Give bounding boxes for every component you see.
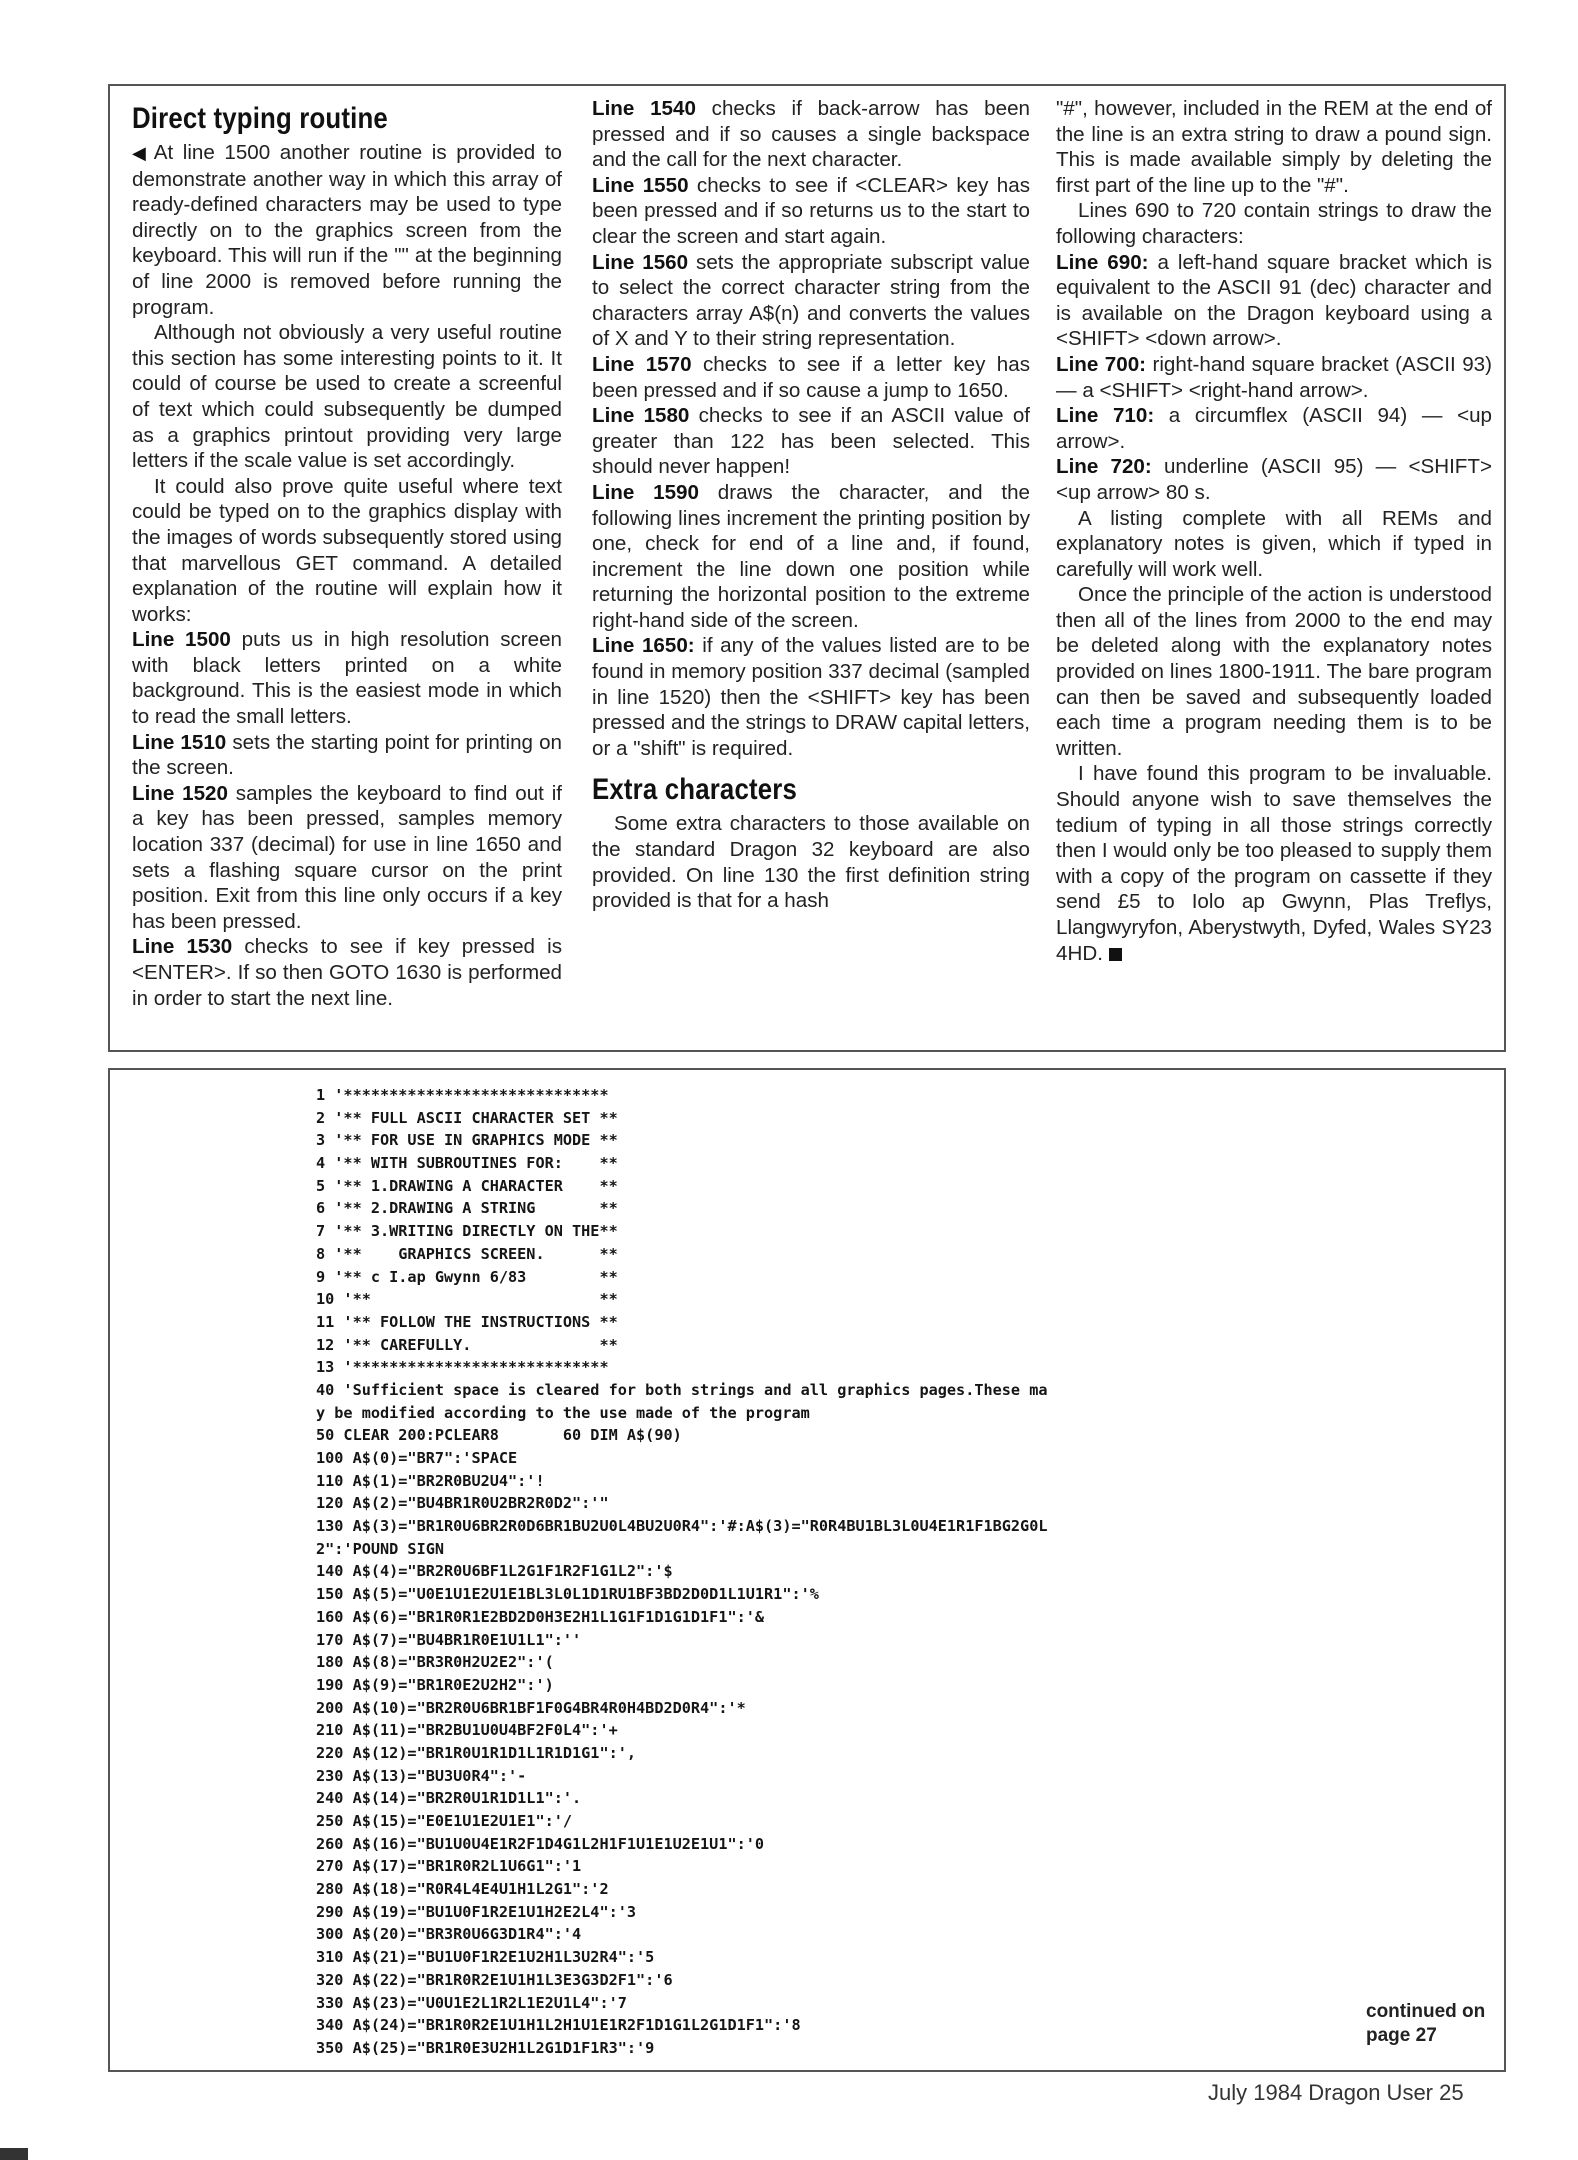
paragraph-text: Once the principle of the action is understood then all of the lines from 2000 to the end may be deleted along with the explanatory notes provided on lines 1800-1911. The bare program can then be saved and subsequently loaded each time a program needing them is to be written. <box>1056 583 1492 760</box>
line-number-label: Line 700: <box>1056 352 1147 376</box>
column-2-extra-body <box>592 811 1030 913</box>
continued-note: continued on page 27 <box>1366 2001 1486 2046</box>
paragraph-text: checks if back-arrow has been pressed and if so causes a single backspace and the call for the next character. <box>592 97 1030 172</box>
paragraph <box>1056 506 1492 583</box>
paragraph <box>592 250 1030 352</box>
code-line: 130 A$(3)="BR1R0U6BR2R0D6BR1BU2U0L4BU2U0R4":'#:A$(3)="R0R4BU1BL3L0U4E1R1F1BG2G0L <box>316 1517 1048 1536</box>
paragraph <box>132 781 562 935</box>
heading-extra-characters: Extra characters <box>592 773 797 807</box>
code-line: 310 A$(21)="BU1U0F1R2E1U2H1L3U2R4":'5 <box>316 1948 655 1967</box>
paragraph-text: sets the starting point for printing on the screen. <box>132 730 562 780</box>
paragraph-text: It could also prove quite useful where text could be typed on to the graphics display with the images of words subsequently stored using that marvellous GET command. A detailed explanation of the routine will explain how it works: <box>132 474 562 626</box>
line-number-label: Line 1560 <box>592 250 689 274</box>
code-line: 240 A$(14)="BR2R0U1R1D1L1":'. <box>316 1789 582 1808</box>
code-line: 3 '** FOR USE IN GRAPHICS MODE ** <box>316 1131 618 1150</box>
paragraph-text: samples the keyboard to find out if a key has been pressed, samples memory location 337 (decimal) for use in line 1650 and sets a flashing square cursor on the print position. Exit from this line only occurs if a key has been pressed. <box>132 781 562 933</box>
page-footer: July 1984 Dragon User 25 <box>1208 2080 1464 2105</box>
paragraph-text: a left-hand square bracket which is equivalent to the ASCII 91 (dec) character and is available on the Dragon keyboard using a <SHIFT> <down arrow>. <box>1056 250 1492 351</box>
program-listing <box>316 1084 1466 2060</box>
paragraph <box>132 320 562 474</box>
column-3-body <box>1056 96 1492 966</box>
end-mark-icon <box>1109 948 1122 961</box>
code-line: 40 'Sufficient space is cleared for both strings and all graphics pages.These ma <box>316 1380 1048 1399</box>
code-line: 210 A$(11)="BR2BU1U0U4BF2F0L4":'+ <box>316 1721 618 1740</box>
paragraph <box>132 474 562 628</box>
code-line: 300 A$(20)="BR3R0U6G3D1R4":'4 <box>316 1925 582 1944</box>
column-1 <box>132 96 562 1011</box>
code-line: 9 '** c I.ap Gwynn 6/83 ** <box>316 1267 618 1286</box>
code-line: 12 '** CAREFULLY. ** <box>316 1335 618 1354</box>
code-line: 280 A$(18)="R0R4L4E4U1H1L2G1":'2 <box>316 1880 609 1899</box>
heading-direct-typing: Direct typing routine <box>132 102 388 135</box>
paragraph-text: Some extra characters to those available on the standard Dragon 32 keyboard are also provided. On line 130 the first definition string provided is that for a hash <box>592 812 1030 913</box>
paragraph <box>592 403 1030 480</box>
line-number-label: Line 1570 <box>592 352 692 376</box>
line-number-label: Line 710: <box>1056 404 1155 428</box>
paragraph <box>592 352 1030 403</box>
paragraph-text: checks to see if <CLEAR> key has been pressed and if so returns us to the start to clear the screen and start again. <box>592 173 1031 248</box>
paragraph-text: I have found this program to be invaluable. Should anyone wish to save themselves the tedium of typing in all those strings correctly then I would only be too pleased to supply them with a copy of the program on cassette if they send £5 to Iolo ap Gwynn, Plas Treflys, Llangwyryfon, Aberystwyth, Dyfed, Wales SY23 4HD. <box>1056 762 1492 965</box>
code-line: 10 '** ** <box>316 1290 618 1309</box>
code-line: 13 '**************************** <box>316 1358 609 1377</box>
paragraph <box>132 934 562 1011</box>
code-line: 170 A$(7)="BU4BR1R0E1U1L1":'' <box>316 1630 582 1649</box>
paragraph-text: A listing complete with all REMs and explanatory notes is given, which if typed in carefully will work well. <box>1056 506 1492 581</box>
code-line: 2 '** FULL ASCII CHARACTER SET ** <box>316 1108 618 1127</box>
line-number-label: Line 1540 <box>592 97 696 120</box>
paragraph <box>132 730 562 781</box>
code-line: 290 A$(19)="BU1U0F1R2E1U1H2E2L4":'3 <box>316 1902 637 1921</box>
code-line: 270 A$(17)="BR1R0R2L1U6G1":'1 <box>316 1857 582 1876</box>
paragraph <box>1056 403 1492 454</box>
code-line: 6 '** 2.DRAWING A STRING ** <box>316 1199 618 1218</box>
paragraph <box>1056 454 1492 505</box>
code-line: 230 A$(13)="BU3U0R4":'- <box>316 1766 527 1785</box>
paragraph-text: Lines 690 to 720 contain strings to draw the following characters: <box>1056 199 1492 248</box>
corner-registration-mark <box>0 2148 28 2160</box>
paragraph-text: draws the character, and the following lines increment the printing position by one, check for end of a line and, if found, increment the line down one position while returning the horizontal position to the extreme right-hand side of the screen. <box>592 480 1030 632</box>
code-line: 330 A$(23)="U0U1E2L1R2L1E2U1L4":'7 <box>316 1993 627 2012</box>
code-line: 7 '** 3.WRITING DIRECTLY ON THE** <box>316 1222 618 1241</box>
column-3 <box>1056 96 1492 966</box>
code-line: 110 A$(1)="BR2R0BU2U4":'! <box>316 1471 545 1490</box>
left-arrow-icon: ◀ <box>132 143 150 163</box>
line-number-label: Line 1550 <box>592 173 689 197</box>
code-line: 120 A$(2)="BU4BR1R0U2BR2R0D2":'" <box>316 1494 609 1513</box>
code-line: 180 A$(8)="BR3R0H2U2E2":'( <box>316 1653 554 1672</box>
paragraph <box>592 811 1030 913</box>
article-box <box>108 84 1506 1052</box>
paragraph-text: checks to see if a letter key has been pressed and if so cause a jump to 1650. <box>592 352 1030 402</box>
paragraph <box>1056 352 1492 403</box>
paragraph-text: sets the appropriate subscript value to select the correct character string from the characters array A$(n) and converts the values of X and Y to their string representation. <box>592 250 1031 351</box>
line-number-label: Line 1590 <box>592 480 699 504</box>
paragraph-text: underline (ASCII 95) — <SHIFT> <up arrow> 80 s. <box>1056 455 1492 504</box>
column-2 <box>592 96 1030 914</box>
code-line: 4 '** WITH SUBROUTINES FOR: ** <box>316 1154 618 1173</box>
paragraph <box>132 140 562 320</box>
line-number-label: Line 1530 <box>132 935 233 959</box>
paragraph <box>1056 250 1492 352</box>
line-number-label: Line 1510 <box>132 730 227 754</box>
code-line: 350 A$(25)="BR1R0E3U2H1L2G1D1F1R3":'9 <box>316 2038 655 2057</box>
code-line: y be modified according to the use made of the program <box>316 1403 810 1422</box>
paragraph-text: checks to see if an ASCII value of greater than 122 has been selected. This should never happen! <box>592 404 1030 479</box>
code-line: 250 A$(15)="E0E1U1E2U1E1":'/ <box>316 1812 573 1830</box>
code-line: 320 A$(22)="BR1R0R2E1U1H1L3E3G3D2F1":'6 <box>316 1970 673 1989</box>
code-line: 11 '** FOLLOW THE INSTRUCTIONS ** <box>316 1312 618 1331</box>
code-line: 140 A$(4)="BR2R0U6BF1L2G1F1R2F1G1L2":'$ <box>316 1562 673 1581</box>
line-number-label: Line 690: <box>1056 250 1149 274</box>
code-line: 220 A$(12)="BR1R0U1R1D1L1R1D1G1":', <box>316 1743 637 1762</box>
code-line: 190 A$(9)="BR1R0E2U2H2":') <box>316 1675 554 1694</box>
code-line: 160 A$(6)="BR1R0R1E2BD2D0H3E2H1L1G1F1D1G1D1F1":'& <box>316 1607 765 1626</box>
paragraph <box>1056 198 1492 249</box>
code-line: 50 CLEAR 200:PCLEAR8 60 DIM A$(90) <box>316 1426 682 1445</box>
paragraph-text: puts us in high resolution screen with black letters printed on a white background. This is the easiest mode in which to read the small letters. <box>132 628 563 729</box>
paragraph <box>132 627 562 729</box>
line-number-label: Line 720: <box>1056 455 1152 479</box>
program-listing-box <box>108 1068 1506 2072</box>
paragraph <box>592 633 1030 761</box>
paragraph <box>1056 761 1492 966</box>
code-line: 340 A$(24)="BR1R0R2E1U1H1L2H1U1E1R2F1D1G1L2G1D1F1":'8 <box>316 2016 801 2035</box>
code-line: 200 A$(10)="BR2R0U6BR1BF1F0G4BR4R0H4BD2D0R4":'* <box>316 1698 746 1717</box>
line-number-label: Line 1500 <box>132 628 231 652</box>
code-line: 2":'POUND SIGN <box>316 1539 445 1558</box>
code-line: 8 '** GRAPHICS SCREEN. ** <box>316 1244 618 1263</box>
code-line: 5 '** 1.DRAWING A CHARACTER ** <box>316 1176 618 1195</box>
paragraph <box>1056 582 1492 761</box>
paragraph-text: At line 1500 another routine is provided to demonstrate another way in which this array of ready-defined characters may be used to type directly on to the graphics screen from the keyboard. This will run if the "" at the beginning of line 2000 is removed before running the program. <box>132 141 562 319</box>
code-line: 100 A$(0)="BR7":'SPACE <box>316 1449 518 1467</box>
column-1-body <box>132 140 562 1011</box>
code-line: 1 '***************************** <box>316 1086 609 1104</box>
paragraph-text: if any of the values listed are to be found in memory position 337 decimal (sampled in line 1520) then the <SHIFT> key has been pressed and the strings to DRAW capital letters, or a "shift" is required. <box>592 634 1031 760</box>
column-2-body <box>592 96 1030 761</box>
line-number-label: Line 1520 <box>132 781 228 805</box>
paragraph <box>592 480 1030 634</box>
code-line: 150 A$(5)="U0E1U1E2U1E1BL3L0L1D1RU1BF3BD2D0D1L1U1R1":'% <box>316 1585 819 1604</box>
line-number-label: Line 1580 <box>592 404 690 428</box>
paragraph <box>1056 96 1492 198</box>
paragraph-text: checks to see if key pressed is <ENTER>. If so then GOTO 1630 is performed in order to start the next line. <box>132 935 562 1010</box>
code-line: 260 A$(16)="BU1U0U4E1R2F1D4G1L2H1F1U1E1U2E1U1":'0 <box>316 1834 765 1853</box>
paragraph <box>592 173 1030 250</box>
paragraph <box>592 96 1030 173</box>
paragraph-text: Although not obviously a very useful routine this section has some interesting points to it. It could of course be used to create a screenful of text which could subsequently be dumped as a graphics printout providing very large letters if the scale value is set accordingly. <box>132 321 562 473</box>
paragraph-text: "#", however, included in the REM at the end of the line is an extra string to draw a pound sign. This is made available simply by deleting the first part of the line up to the "#". <box>1056 97 1492 197</box>
paragraph-text: right-hand square bracket (ASCII 93) — a <SHIFT> <right-hand arrow>. <box>1056 352 1492 402</box>
paragraph-text: a circumflex (ASCII 94) — <up arrow>. <box>1056 404 1492 453</box>
line-number-label: Line 1650: <box>592 634 695 658</box>
